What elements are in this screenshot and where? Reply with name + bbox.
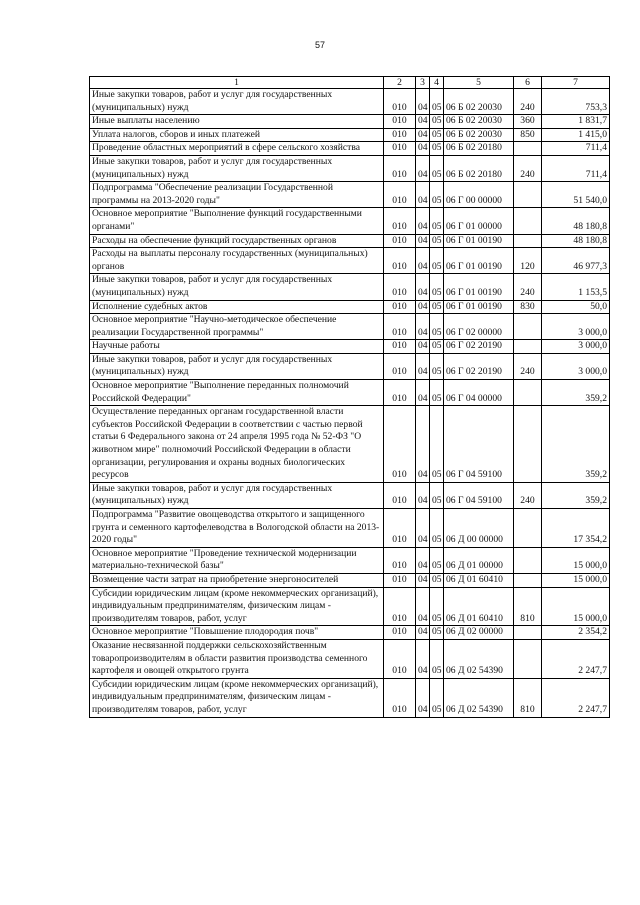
row-name: Исполнение судебных актов bbox=[90, 300, 384, 314]
expense-type-code: 360 bbox=[514, 115, 542, 129]
section-code: 04 bbox=[416, 678, 430, 717]
expense-type-code bbox=[514, 509, 542, 548]
expense-type-code bbox=[514, 234, 542, 248]
table-row bbox=[90, 182, 610, 208]
column-header: 2 bbox=[384, 77, 416, 89]
section-code: 04 bbox=[416, 300, 430, 314]
section-code: 04 bbox=[416, 380, 430, 406]
amount: 3 000,0 bbox=[542, 353, 610, 379]
target-article-code: 06 Г 01 00190 bbox=[444, 234, 514, 248]
row-name: Возмещение части затрат на приобретение энергоносителей bbox=[90, 573, 384, 587]
section-code: 04 bbox=[416, 89, 430, 115]
ministry-code: 010 bbox=[384, 587, 416, 626]
ministry-code: 010 bbox=[384, 482, 416, 508]
ministry-code: 010 bbox=[384, 300, 416, 314]
ministry-code: 010 bbox=[384, 406, 416, 483]
section-code: 04 bbox=[416, 274, 430, 300]
expense-type-code bbox=[514, 547, 542, 573]
expense-type-code bbox=[514, 626, 542, 640]
subsection-code: 05 bbox=[430, 182, 444, 208]
subsection-code: 05 bbox=[430, 142, 444, 156]
section-code: 04 bbox=[416, 155, 430, 181]
target-article-code: 06 Д 01 60410 bbox=[444, 587, 514, 626]
subsection-code: 05 bbox=[430, 89, 444, 115]
amount: 2 247,7 bbox=[542, 678, 610, 717]
subsection-code: 05 bbox=[430, 406, 444, 483]
expense-type-code bbox=[514, 573, 542, 587]
table-row bbox=[90, 340, 610, 354]
table-row bbox=[90, 509, 610, 548]
amount: 46 977,3 bbox=[542, 248, 610, 274]
section-code: 04 bbox=[416, 626, 430, 640]
row-name: Подпрограмма "Обеспечение реализации Государственной программы на 2013-2020 годы" bbox=[90, 182, 384, 208]
table-row bbox=[90, 587, 610, 626]
target-article-code: 06 Г 04 59100 bbox=[444, 406, 514, 483]
amount: 3 000,0 bbox=[542, 340, 610, 354]
subsection-code: 05 bbox=[430, 115, 444, 129]
target-article-code: 06 Б 02 20030 bbox=[444, 89, 514, 115]
row-name: Иные закупки товаров, работ и услуг для государственных (муниципальных) нужд bbox=[90, 274, 384, 300]
row-name: Подпрограмма "Развитие овощеводства открытого и защищенного грунта и семенного картофелеводства в Вологодской области на 2013-2020 годы" bbox=[90, 509, 384, 548]
subsection-code: 05 bbox=[430, 128, 444, 142]
subsection-code: 05 bbox=[430, 639, 444, 678]
row-name: Основное мероприятие "Выполнение функций государственными органами" bbox=[90, 208, 384, 234]
target-article-code: 06 Д 02 54390 bbox=[444, 678, 514, 717]
table-row bbox=[90, 274, 610, 300]
section-code: 04 bbox=[416, 340, 430, 354]
subsection-code: 05 bbox=[430, 234, 444, 248]
row-name: Научные работы bbox=[90, 340, 384, 354]
row-name: Проведение областных мероприятий в сфере сельского хозяйства bbox=[90, 142, 384, 156]
section-code: 04 bbox=[416, 128, 430, 142]
amount: 15 000,0 bbox=[542, 587, 610, 626]
ministry-code: 010 bbox=[384, 639, 416, 678]
amount: 1 153,5 bbox=[542, 274, 610, 300]
table-row bbox=[90, 482, 610, 508]
amount: 711,4 bbox=[542, 142, 610, 156]
ministry-code: 010 bbox=[384, 248, 416, 274]
expense-type-code bbox=[514, 639, 542, 678]
expense-type-code: 810 bbox=[514, 678, 542, 717]
table-row bbox=[90, 128, 610, 142]
amount: 48 180,8 bbox=[542, 234, 610, 248]
budget-table bbox=[89, 76, 610, 718]
table-row bbox=[90, 208, 610, 234]
amount: 48 180,8 bbox=[542, 208, 610, 234]
row-name: Основное мероприятие "Повышение плодородия почв" bbox=[90, 626, 384, 640]
subsection-code: 05 bbox=[430, 509, 444, 548]
table-row bbox=[90, 353, 610, 379]
ministry-code: 010 bbox=[384, 573, 416, 587]
target-article-code: 06 Г 01 00000 bbox=[444, 208, 514, 234]
ministry-code: 010 bbox=[384, 353, 416, 379]
subsection-code: 05 bbox=[430, 547, 444, 573]
table-row bbox=[90, 89, 610, 115]
row-name: Основное мероприятие "Проведение технической модернизации материально-технической базы" bbox=[90, 547, 384, 573]
ministry-code: 010 bbox=[384, 509, 416, 548]
ministry-code: 010 bbox=[384, 274, 416, 300]
table-row bbox=[90, 142, 610, 156]
target-article-code: 06 Г 00 00000 bbox=[444, 182, 514, 208]
expense-type-code bbox=[514, 182, 542, 208]
section-code: 04 bbox=[416, 406, 430, 483]
amount: 359,2 bbox=[542, 482, 610, 508]
table-row bbox=[90, 248, 610, 274]
table-row bbox=[90, 678, 610, 717]
target-article-code: 06 Г 02 20190 bbox=[444, 340, 514, 354]
expense-type-code: 240 bbox=[514, 482, 542, 508]
target-article-code: 06 Д 01 60410 bbox=[444, 573, 514, 587]
section-code: 04 bbox=[416, 573, 430, 587]
subsection-code: 05 bbox=[430, 340, 444, 354]
section-code: 04 bbox=[416, 547, 430, 573]
subsection-code: 05 bbox=[430, 208, 444, 234]
expense-type-code: 240 bbox=[514, 155, 542, 181]
header-row bbox=[90, 77, 610, 89]
ministry-code: 010 bbox=[384, 142, 416, 156]
target-article-code: 06 Г 04 59100 bbox=[444, 482, 514, 508]
expense-type-code bbox=[514, 340, 542, 354]
expense-type-code: 120 bbox=[514, 248, 542, 274]
row-name: Иные закупки товаров, работ и услуг для государственных (муниципальных) нужд bbox=[90, 155, 384, 181]
section-code: 04 bbox=[416, 142, 430, 156]
column-header: 6 bbox=[514, 77, 542, 89]
row-name: Оказание несвязанной поддержки сельскохозяйственным товаропроизводителям в области развития производства семенного картофеля и овощей открытого грунта bbox=[90, 639, 384, 678]
ministry-code: 010 bbox=[384, 380, 416, 406]
expense-type-code bbox=[514, 314, 542, 340]
subsection-code: 05 bbox=[430, 274, 444, 300]
expense-type-code: 850 bbox=[514, 128, 542, 142]
target-article-code: 06 Г 02 20190 bbox=[444, 353, 514, 379]
row-name: Осуществление переданных органам государственной власти субъектов Российской Федерации в соответствии с частью первой статьи 6 Федерального закона от 24 апреля 1995 года № 52-ФЗ "О животном мире" полномочий Российской Федерации в области организации, регулирования и охраны водных биологических ресурсов bbox=[90, 406, 384, 483]
expense-type-code: 240 bbox=[514, 353, 542, 379]
target-article-code: 06 Д 01 00000 bbox=[444, 547, 514, 573]
ministry-code: 010 bbox=[384, 208, 416, 234]
column-header: 1 bbox=[90, 77, 384, 89]
ministry-code: 010 bbox=[384, 314, 416, 340]
ministry-code: 010 bbox=[384, 547, 416, 573]
ministry-code: 010 bbox=[384, 155, 416, 181]
subsection-code: 05 bbox=[430, 380, 444, 406]
target-article-code: 06 Б 02 20180 bbox=[444, 155, 514, 181]
amount: 15 000,0 bbox=[542, 547, 610, 573]
table-row bbox=[90, 380, 610, 406]
section-code: 04 bbox=[416, 509, 430, 548]
column-header: 3 bbox=[416, 77, 430, 89]
row-name: Иные закупки товаров, работ и услуг для государственных (муниципальных) нужд bbox=[90, 89, 384, 115]
column-header: 4 bbox=[430, 77, 444, 89]
amount: 51 540,0 bbox=[542, 182, 610, 208]
subsection-code: 05 bbox=[430, 248, 444, 274]
section-code: 04 bbox=[416, 353, 430, 379]
row-name: Расходы на обеспечение функций государственных органов bbox=[90, 234, 384, 248]
table-row bbox=[90, 314, 610, 340]
ministry-code: 010 bbox=[384, 115, 416, 129]
target-article-code: 06 Б 02 20030 bbox=[444, 115, 514, 129]
target-article-code: 06 Д 00 00000 bbox=[444, 509, 514, 548]
table-row bbox=[90, 573, 610, 587]
expense-type-code bbox=[514, 406, 542, 483]
target-article-code: 06 Г 01 00190 bbox=[444, 248, 514, 274]
page-number: 57 bbox=[314, 40, 325, 50]
ministry-code: 010 bbox=[384, 678, 416, 717]
ministry-code: 010 bbox=[384, 340, 416, 354]
row-name: Субсидии юридическим лицам (кроме некоммерческих организаций), индивидуальным предпринимателям, физическим лицам - производителям товаров, работ, услуг bbox=[90, 678, 384, 717]
row-name: Иные закупки товаров, работ и услуг для государственных (муниципальных) нужд bbox=[90, 482, 384, 508]
subsection-code: 05 bbox=[430, 353, 444, 379]
row-name: Расходы на выплаты персоналу государственных (муниципальных) органов bbox=[90, 248, 384, 274]
expense-type-code: 810 bbox=[514, 587, 542, 626]
table-row bbox=[90, 626, 610, 640]
target-article-code: 06 Г 02 00000 bbox=[444, 314, 514, 340]
row-name: Уплата налогов, сборов и иных платежей bbox=[90, 128, 384, 142]
subsection-code: 05 bbox=[430, 300, 444, 314]
table-row bbox=[90, 300, 610, 314]
table-row bbox=[90, 155, 610, 181]
expense-type-code: 240 bbox=[514, 89, 542, 115]
target-article-code: 06 Д 02 54390 bbox=[444, 639, 514, 678]
expense-type-code bbox=[514, 142, 542, 156]
ministry-code: 010 bbox=[384, 128, 416, 142]
section-code: 04 bbox=[416, 639, 430, 678]
amount: 3 000,0 bbox=[542, 314, 610, 340]
ministry-code: 010 bbox=[384, 234, 416, 248]
amount: 359,2 bbox=[542, 380, 610, 406]
amount: 711,4 bbox=[542, 155, 610, 181]
section-code: 04 bbox=[416, 587, 430, 626]
expense-type-code bbox=[514, 208, 542, 234]
column-header: 7 bbox=[542, 77, 610, 89]
row-name: Субсидии юридическим лицам (кроме некоммерческих организаций), индивидуальным предпринимателям, физическим лицам - производителям товаров, работ, услуг bbox=[90, 587, 384, 626]
expense-type-code bbox=[514, 380, 542, 406]
subsection-code: 05 bbox=[430, 626, 444, 640]
target-article-code: 06 Г 04 00000 bbox=[444, 380, 514, 406]
amount: 753,3 bbox=[542, 89, 610, 115]
section-code: 04 bbox=[416, 182, 430, 208]
subsection-code: 05 bbox=[430, 314, 444, 340]
amount: 2 247,7 bbox=[542, 639, 610, 678]
ministry-code: 010 bbox=[384, 626, 416, 640]
row-name: Иные выплаты населению bbox=[90, 115, 384, 129]
amount: 17 354,2 bbox=[542, 509, 610, 548]
target-article-code: 06 Г 01 00190 bbox=[444, 274, 514, 300]
section-code: 04 bbox=[416, 482, 430, 508]
subsection-code: 05 bbox=[430, 678, 444, 717]
row-name: Иные закупки товаров, работ и услуг для государственных (муниципальных) нужд bbox=[90, 353, 384, 379]
subsection-code: 05 bbox=[430, 155, 444, 181]
table-row bbox=[90, 406, 610, 483]
column-header: 5 bbox=[444, 77, 514, 89]
amount: 1 415,0 bbox=[542, 128, 610, 142]
target-article-code: 06 Б 02 20030 bbox=[444, 128, 514, 142]
amount: 50,0 bbox=[542, 300, 610, 314]
subsection-code: 05 bbox=[430, 587, 444, 626]
row-name: Основное мероприятие "Научно-методическое обеспечение реализации Государственной программы" bbox=[90, 314, 384, 340]
section-code: 04 bbox=[416, 234, 430, 248]
table-row bbox=[90, 234, 610, 248]
section-code: 04 bbox=[416, 115, 430, 129]
amount: 359,2 bbox=[542, 406, 610, 483]
target-article-code: 06 Г 01 00190 bbox=[444, 300, 514, 314]
table-body bbox=[90, 89, 610, 718]
expense-type-code: 830 bbox=[514, 300, 542, 314]
expense-type-code: 240 bbox=[514, 274, 542, 300]
subsection-code: 05 bbox=[430, 482, 444, 508]
target-article-code: 06 Б 02 20180 bbox=[444, 142, 514, 156]
row-name: Основное мероприятие "Выполнение переданных полномочий Российской Федерации" bbox=[90, 380, 384, 406]
amount: 2 354,2 bbox=[542, 626, 610, 640]
ministry-code: 010 bbox=[384, 182, 416, 208]
table-row bbox=[90, 639, 610, 678]
subsection-code: 05 bbox=[430, 573, 444, 587]
target-article-code: 06 Д 02 00000 bbox=[444, 626, 514, 640]
section-code: 04 bbox=[416, 314, 430, 340]
section-code: 04 bbox=[416, 248, 430, 274]
ministry-code: 010 bbox=[384, 89, 416, 115]
amount: 15 000,0 bbox=[542, 573, 610, 587]
table-row bbox=[90, 115, 610, 129]
amount: 1 831,7 bbox=[542, 115, 610, 129]
table-row bbox=[90, 547, 610, 573]
section-code: 04 bbox=[416, 208, 430, 234]
